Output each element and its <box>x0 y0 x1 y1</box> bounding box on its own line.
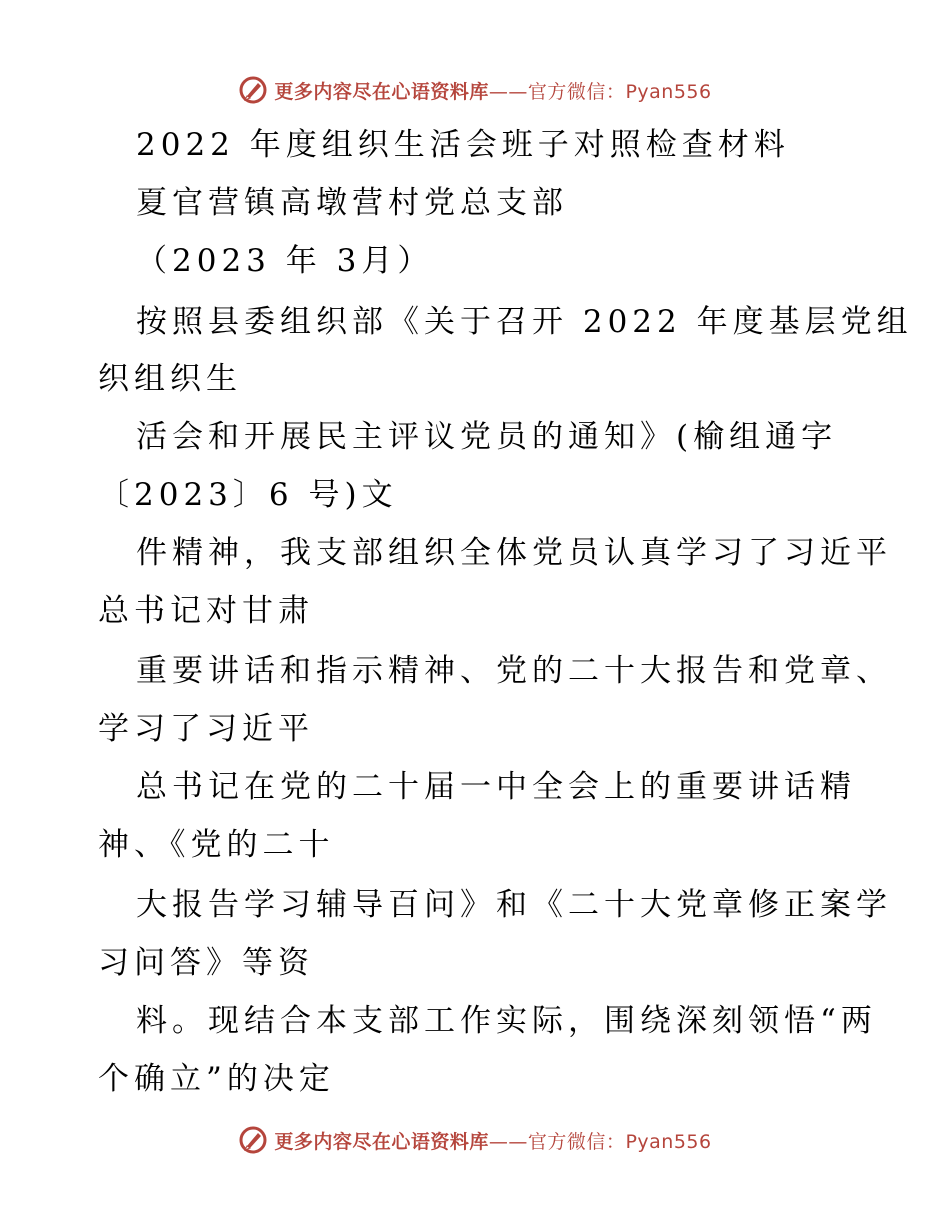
banner-main-text: 更多内容尽在心语资料库 <box>274 1130 489 1153</box>
paragraph-line: 件精神，我支部组织全体党员认真学习了习近平 <box>136 535 892 571</box>
banner-main-text: 更多内容尽在心语资料库 <box>274 80 489 103</box>
paragraph-line: 大报告学习辅导百问》和《二十大党章修正案学 <box>136 887 892 923</box>
banner-wechat-id: Pyan556 <box>625 1130 712 1153</box>
document-organization: 夏官营镇高墩营村党总支部 <box>136 185 568 221</box>
paragraph-line: 重要讲话和指示精神、党的二十大报告和党章、 <box>136 653 892 689</box>
document-title: 2022 年度组织生活会班子对照检查材料 <box>136 127 790 163</box>
banner-text <box>274 77 711 104</box>
document-date: （2023 年 3月） <box>136 243 434 279</box>
banner-wechat-id: Pyan556 <box>625 80 712 103</box>
banner-text <box>274 1127 711 1154</box>
paragraph-line: 神、《党的二十 <box>98 827 335 863</box>
header-watermark-banner <box>0 70 950 110</box>
banner-official-label: 官方微信： <box>527 1130 626 1153</box>
paragraph-line: 料。现结合本支部工作实际，围绕深刻领悟“两 <box>136 1003 877 1039</box>
banner-separator: —— <box>488 80 528 103</box>
paragraph-line: 个确立”的决定 <box>98 1061 335 1097</box>
paragraph-line: 总书记对甘肃 <box>98 593 314 629</box>
banner-official-label: 官方微信： <box>527 80 626 103</box>
paragraph-line: 学习了习近平 <box>98 711 314 747</box>
paragraph-line: 按照县委组织部《关于召开 2022 年度基层党组 <box>136 304 913 340</box>
paragraph-line: 〔2023〕6 号)文 <box>98 477 398 513</box>
pen-logo-icon <box>238 75 268 105</box>
pen-logo-icon <box>238 1125 268 1155</box>
banner-separator: —— <box>488 1130 528 1153</box>
paragraph-line: 总书记在党的二十届一中全会上的重要讲话精 <box>136 769 856 805</box>
paragraph-line: 活会和开展民主评议党员的通知》(榆组通字 <box>136 419 838 455</box>
paragraph-line: 习问答》等资 <box>98 945 314 981</box>
paragraph-line: 织组织生 <box>98 361 242 397</box>
footer-watermark-banner <box>0 1120 950 1160</box>
